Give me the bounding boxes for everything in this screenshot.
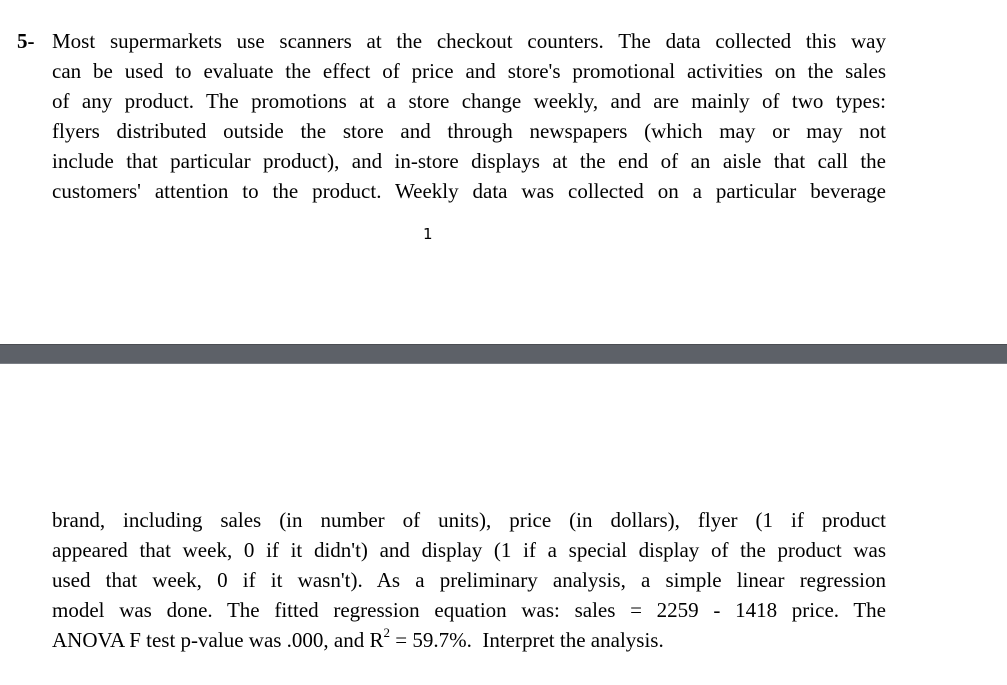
last-line-text: ANOVA F test p-value was .000, and R (52, 628, 384, 652)
problem-text-last-line (52, 625, 664, 655)
problem-text-line: model was done. The fitted regression equation was: sales = 2259 - 1418 price. The (52, 598, 886, 622)
problem-text-line: can be used to evaluate the effect of price and store's promotional activities on the sales (52, 59, 886, 83)
problem-text-line: of any product. The promotions at a store change weekly, and are mainly of two types: (52, 89, 886, 113)
page-separator (0, 344, 1007, 364)
problem-text-line: appeared that week, 0 if it didn't) and display (1 if a special display of the product was (52, 538, 886, 562)
problem-text-line: used that week, 0 if it wasn't). As a preliminary analysis, a simple linear regression (52, 568, 886, 592)
document-page-2 (0, 364, 1007, 685)
problem-number: 5- (17, 29, 35, 53)
problem-text-line: brand, including sales (in number of units), price (in dollars), flyer (1 if product (52, 508, 886, 532)
problem-text-line: Most supermarkets use scanners at the checkout counters. The data collected this way (52, 29, 886, 53)
last-line-text-end: = 59.7%. Interpret the analysis. (390, 628, 664, 652)
r-squared-superscript: 2 (383, 625, 391, 640)
page-number: 1 (423, 225, 433, 243)
problem-text-line: flyers distributed outside the store and through newspapers (which may or may not (52, 119, 886, 143)
problem-text-line: customers' attention to the product. Weekly data was collected on a particular beverage (52, 179, 886, 203)
problem-text-line: include that particular product), and in-store displays at the end of an aisle that call the (52, 149, 886, 173)
